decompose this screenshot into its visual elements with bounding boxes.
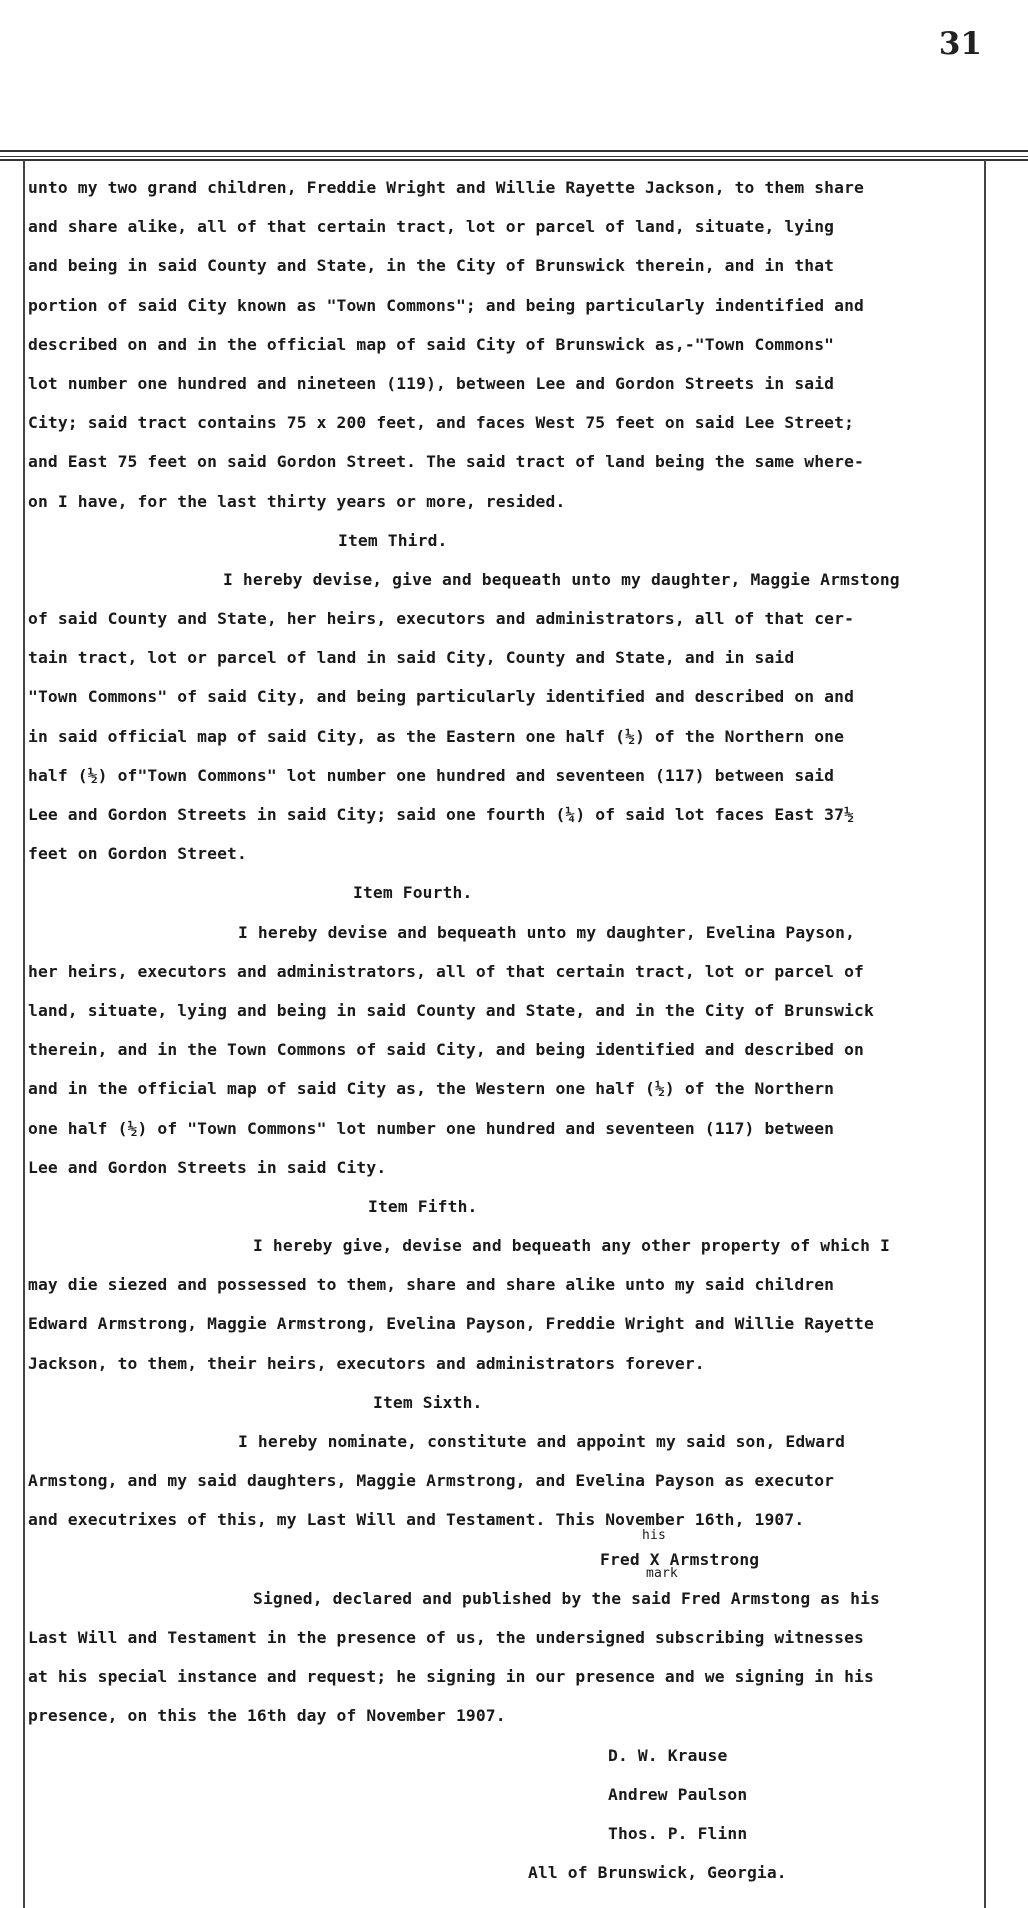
- text-line: one half (½) of "Town Commons" lot number one hundred and seventeen (117) between: [28, 1118, 835, 1138]
- text-line: land, situate, lying and being in said County and State, and in the City of Brunswick: [28, 1000, 874, 1020]
- header-rule-middle: [0, 156, 1028, 157]
- witness-name: Thos. P. Flinn: [608, 1823, 748, 1843]
- text-line: described on and in the official map of said City of Brunswick as,-"Town Commons": [28, 334, 835, 354]
- testator-signature: [28, 1527, 1004, 1581]
- item-fourth-section: [28, 873, 1004, 1187]
- text-line: Lee and Gordon Streets in said City; said one fourth (¼) of said lot faces East 37½: [28, 805, 855, 824]
- text-line: Jackson, to them, their heirs, executors and administrators forever.: [28, 1353, 705, 1373]
- text-line: and East 75 feet on said Gordon Street. The said tract of land being the same where-: [28, 452, 864, 472]
- text-line: I hereby devise and bequeath unto my daughter, Evelina Payson,: [238, 922, 856, 942]
- text-line: and being in said County and State, in the City of Brunswick therein, and in that: [28, 256, 835, 276]
- text-line: presence, on this the 16th day of November 1907.: [28, 1706, 506, 1726]
- text-line: portion of said City known as "Town Commons"; and being particularly indentified and: [28, 295, 864, 315]
- opening-paragraph: [28, 168, 1004, 521]
- text-line: at his special instance and request; he signing in our presence and we signing in his: [28, 1667, 874, 1687]
- text-line: and in the official map of said City as, the Western one half (½) of the Northern: [28, 1079, 835, 1099]
- text-line: Signed, declared and published by the said Fred Armstong as his: [253, 1588, 880, 1608]
- text-line: I hereby nominate, constitute and appoint my said son, Edward: [238, 1432, 846, 1451]
- text-line: I hereby devise, give and bequeath unto my daughter, Maggie Armstong: [223, 569, 900, 589]
- text-line: of said County and State, her heirs, executors and administrators, all of that cer-: [28, 609, 855, 629]
- text-line: and share alike, all of that certain tract, lot or parcel of land, situate, lying: [28, 217, 835, 237]
- signature-mark-label: mark: [646, 1565, 678, 1581]
- text-line: City; said tract contains 75 x 200 feet, and faces West 75 feet on said Lee Street;: [28, 413, 855, 433]
- text-line: "Town Commons" of said City, and being particularly identified and described on and: [28, 687, 855, 707]
- will-text: [28, 168, 1004, 1892]
- witness-name: D. W. Krause: [608, 1745, 728, 1765]
- item-fifth-section: [28, 1187, 1004, 1383]
- text-line: feet on Gordon Street.: [28, 844, 247, 864]
- text-line: Armstong, and my said daughters, Maggie Armstrong, and Evelina Payson as executor: [28, 1471, 835, 1491]
- text-line: half (½) of"Town Commons" lot number one hundred and seventeen (117) between said: [28, 765, 835, 785]
- text-line: her heirs, executors and administrators, all of that certain tract, lot or parcel of: [28, 961, 864, 981]
- text-line: may die siezed and possessed to them, share and share alike unto my said children: [28, 1275, 835, 1295]
- text-line: on I have, for the last thirty years or more, resided.: [28, 491, 566, 511]
- page-number: 31: [938, 26, 982, 62]
- item-fifth-heading: Item Fifth.: [368, 1196, 478, 1216]
- text-line: lot number one hundred and nineteen (119), between Lee and Gordon Streets in said: [28, 373, 835, 393]
- text-line: in said official map of said City, as the Eastern one half (½) of the Northern one: [28, 726, 845, 746]
- text-line: unto my two grand children, Freddie Wright and Willie Rayette Jackson, to them share: [28, 178, 864, 197]
- witness-location: All of Brunswick, Georgia.: [528, 1863, 787, 1883]
- attestation-clause: [28, 1579, 1004, 1736]
- item-sixth-section: [28, 1383, 1004, 1540]
- text-line: Edward Armstrong, Maggie Armstrong, Evelina Payson, Freddie Wright and Willie Rayette: [28, 1314, 874, 1334]
- item-sixth-heading: Item Sixth.: [373, 1392, 483, 1412]
- text-line: and executrixes of this, my Last Will and Testament. This November 16th, 1907.: [28, 1510, 805, 1530]
- text-line: therein, and in the Town Commons of said City, and being identified and described on: [28, 1040, 864, 1060]
- item-third-section: [28, 521, 1004, 874]
- text-line: Last Will and Testament in the presence of us, the undersigned subscribing witnesses: [28, 1627, 864, 1647]
- item-third-heading: Item Third.: [338, 530, 448, 550]
- header-rule-top: [0, 150, 1028, 152]
- text-line: I hereby give, devise and bequeath any other property of which I: [253, 1236, 890, 1256]
- header-rule-bottom: [0, 159, 1028, 161]
- text-line: tain tract, lot or parcel of land in said City, County and State, and in said: [28, 648, 795, 668]
- witness-list: [28, 1736, 1004, 1893]
- text-line: Lee and Gordon Streets in said City.: [28, 1157, 387, 1177]
- signature-his-label: his: [642, 1527, 666, 1543]
- item-fourth-heading: Item Fourth.: [353, 883, 473, 903]
- witness-name: Andrew Paulson: [608, 1784, 748, 1804]
- left-margin-line: [23, 160, 25, 1908]
- signature-name: Fred X Armstrong: [600, 1549, 760, 1569]
